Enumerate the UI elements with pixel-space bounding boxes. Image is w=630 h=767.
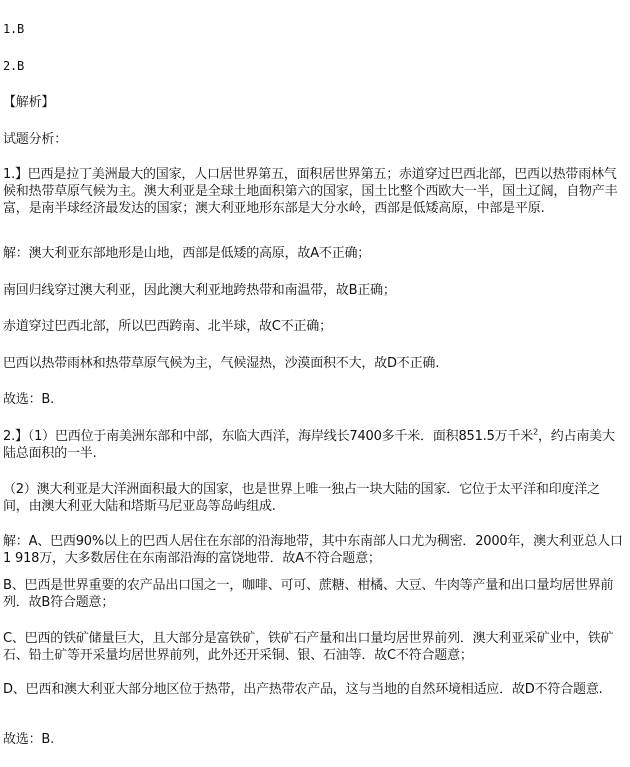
q2-intro-text-end: ，约占南美大陆总面积的一半. [3, 429, 615, 461]
q2-option-a: 解：A、巴西90%以上的巴西人居住在东部的沿海地带，其中东南部人口尤为稠密．2000年，澳大利亚总人口1 918万，大多数居住在东南部沿海的富饶地带．故A不符合题意； [3, 534, 623, 566]
q1-choice: 故选：B. [3, 392, 55, 407]
q1-option-d: 巴西以热带雨林和热带草原气候为主，气候湿热，沙漠面积不大，故D不正确. [3, 356, 440, 371]
analysis-intro: 试题分析： [3, 132, 68, 147]
q2-intro-paragraph [3, 428, 624, 462]
q2-paragraph-2: （2）澳大利亚是大洋洲面积最大的国家，也是世界上唯一独占一块大陆的国家．它位于太平洋和印度洋之间，由澳大利亚大陆和塔斯马尼亚岛等岛屿组成. [3, 482, 600, 514]
analysis-heading: 【解析】 [3, 95, 55, 110]
q2-option-b: B、巴西是世界重要的农产品出口国之一，咖啡、可可、蔗糖、柑橘、大豆、牛肉等产量和出口量均居世界前列．故B符合题意； [3, 578, 614, 610]
q1-option-a: 解：澳大利亚东部地形是山地，西部是低矮的高原，故A不正确； [3, 246, 371, 261]
q2-option-c: C、巴西的铁矿储量巨大，且大部分是富铁矿，铁矿石产量和出口量均居世界前列．澳大利亚采矿业中，铁矿石、铅土矿等开采量均居世界前列，此外还开采铜、银、石油等．故C不符合题意； [3, 631, 614, 663]
q2-intro-text: 2.】（1）巴西位于南美洲东部和中部，东临大西洋，海岸线长7400多千米．面积851.5万千米 [3, 429, 534, 444]
q2-option-d: D、巴西和澳大利亚大部分地区位于热带，出产热带农产品，这与当地的自然环境相适应．故D不符合题意. [3, 682, 603, 697]
answer-1: 1.B [3, 22, 25, 36]
q1-option-b: 南回归线穿过澳大利亚，因此澳大利亚地跨热带和南温带，故B正确； [3, 283, 396, 298]
q1-option-c: 赤道穿过巴西北部，所以巴西跨南、北半球，故C不正确； [3, 319, 332, 334]
q2-area-unit-superscript: 2 [533, 427, 538, 437]
q1-intro-paragraph: 1.】巴西是拉丁美洲最大的国家，人口居世界第五，面积居世界第五；赤道穿过巴西北部，巴西以热带雨林气候和热带草原气候为主。澳大利亚是全球土地面积第六的国家，国土比整个西欧大一半，国土辽阔，自物产丰富，是南半球经济最发达的国家；澳大利亚地形东部是大分水岭，西部是低矮高原，中部是平原. [3, 167, 618, 216]
answer-2: 2.B [3, 59, 25, 73]
q2-choice: 故选：B. [3, 732, 55, 747]
